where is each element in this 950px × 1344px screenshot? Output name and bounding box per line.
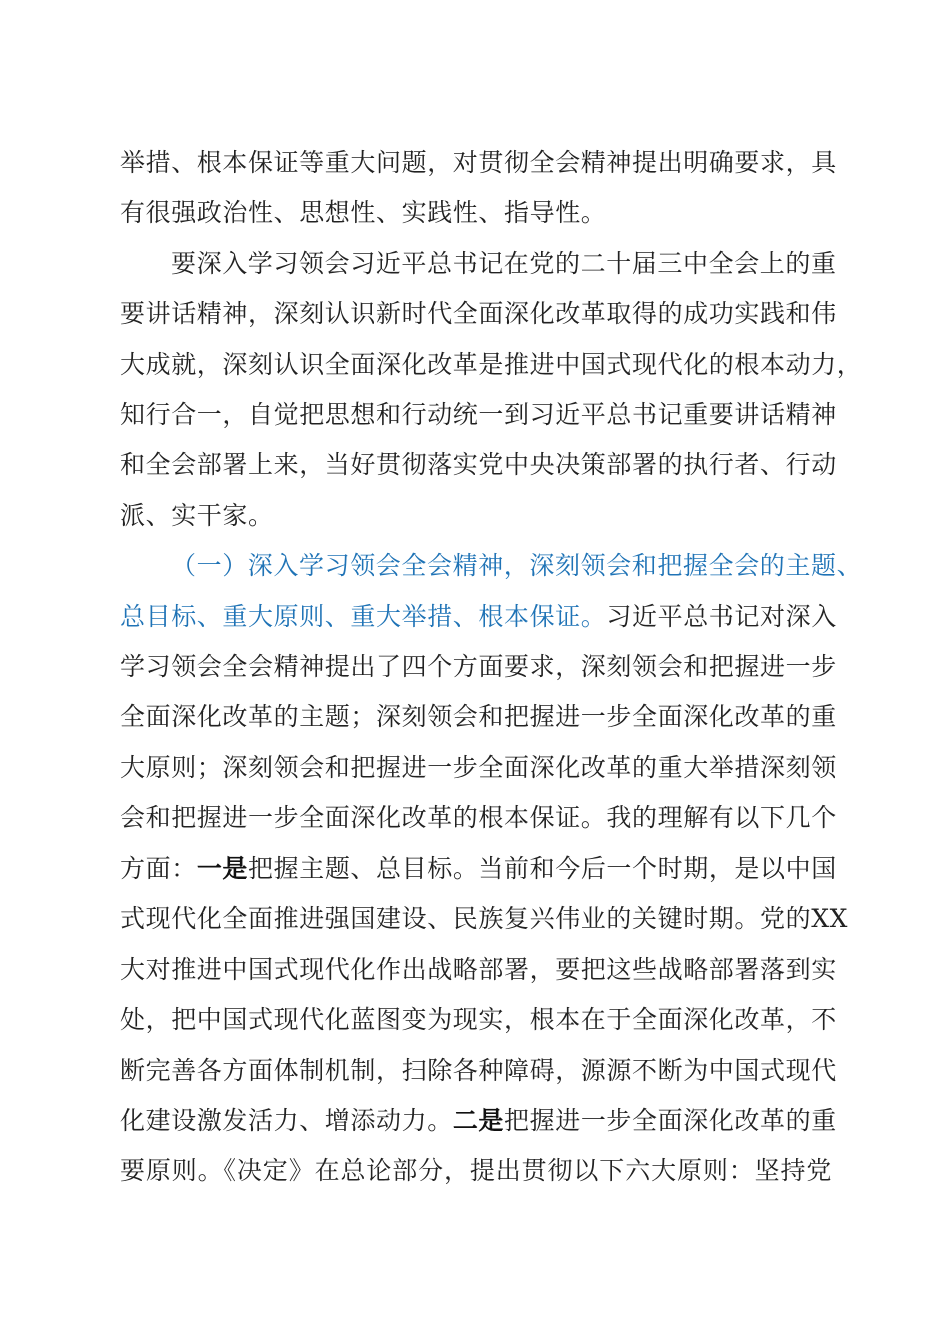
paragraph-text: 习近平总书记对深入 xyxy=(606,602,837,631)
section-heading-line: （一）深入学习领会全会精神，深刻领会和把握全会的主题、 xyxy=(171,551,863,580)
bold-marker: 一是 xyxy=(196,854,249,883)
bold-marker: 二是 xyxy=(452,1106,505,1135)
paragraph-text: 把握主题、总目标。当前和今后一个时期，是以中国 xyxy=(248,854,837,883)
paragraph-line: 要深入学习领会习近平总书记在党的二十届三中全会上的重 xyxy=(171,249,837,278)
paragraph-text: 方面： xyxy=(120,854,197,883)
paragraph-line: 全面深化改革的主题；深刻领会和把握进一步全面深化改革的重 xyxy=(120,702,837,731)
paragraph-line: 式现代化全面推进强国建设、民族复兴伟业的关键时期。党的XX xyxy=(120,904,848,933)
paragraph-line: 要原则。《决定》在总论部分，提出贯彻以下六大原则：坚持党 xyxy=(120,1156,832,1185)
paragraph-line: 有很强政治性、思想性、实践性、指导性。 xyxy=(120,198,607,227)
paragraph-line: 大对推进中国式现代化作出战略部署，要把这些战略部署落到实 xyxy=(120,955,837,984)
paragraph-line: 大原则；深刻领会和把握进一步全面深化改革的重大举措深刻领 xyxy=(120,753,837,782)
paragraph-line xyxy=(120,1101,837,1141)
paragraph-line: 和全会部署上来，当好贯彻落实党中央决策部署的执行者、行动 xyxy=(120,450,837,479)
paragraph-line: 大成就，深刻认识全面深化改革是推进中国式现代化的根本动力， xyxy=(120,350,863,379)
paragraph-line: 处，把中国式现代化蓝图变为现实，根本在于全面深化改革，不 xyxy=(120,1005,837,1034)
paragraph-line: 知行合一，自觉把思想和行动统一到习近平总书记重要讲话精神 xyxy=(120,400,837,429)
paragraph-line xyxy=(120,597,837,637)
paragraph-line: 举措、根本保证等重大问题，对贯彻全会精神提出明确要求，具 xyxy=(120,148,837,177)
paragraph-text: 把握进一步全面深化改革的重 xyxy=(504,1106,837,1135)
paragraph-line xyxy=(120,849,837,889)
paragraph-line: 断完善各方面体制机制，扫除各种障碍，源源不断为中国式现代 xyxy=(120,1056,837,1085)
paragraph-line: 派、实干家。 xyxy=(120,501,274,530)
paragraph-line: 要讲话精神，深刻认识新时代全面深化改革取得的成功实践和伟 xyxy=(120,299,837,328)
paragraph-text: 化建设激发活力、增添动力。 xyxy=(120,1106,453,1135)
section-heading-line: 总目标、重大原则、重大举措、根本保证。 xyxy=(120,602,607,631)
paragraph-line: 学习领会全会精神提出了四个方面要求，深刻领会和把握进一步 xyxy=(120,652,837,681)
paragraph-line: 会和把握进一步全面深化改革的根本保证。我的理解有以下几个 xyxy=(120,803,837,832)
